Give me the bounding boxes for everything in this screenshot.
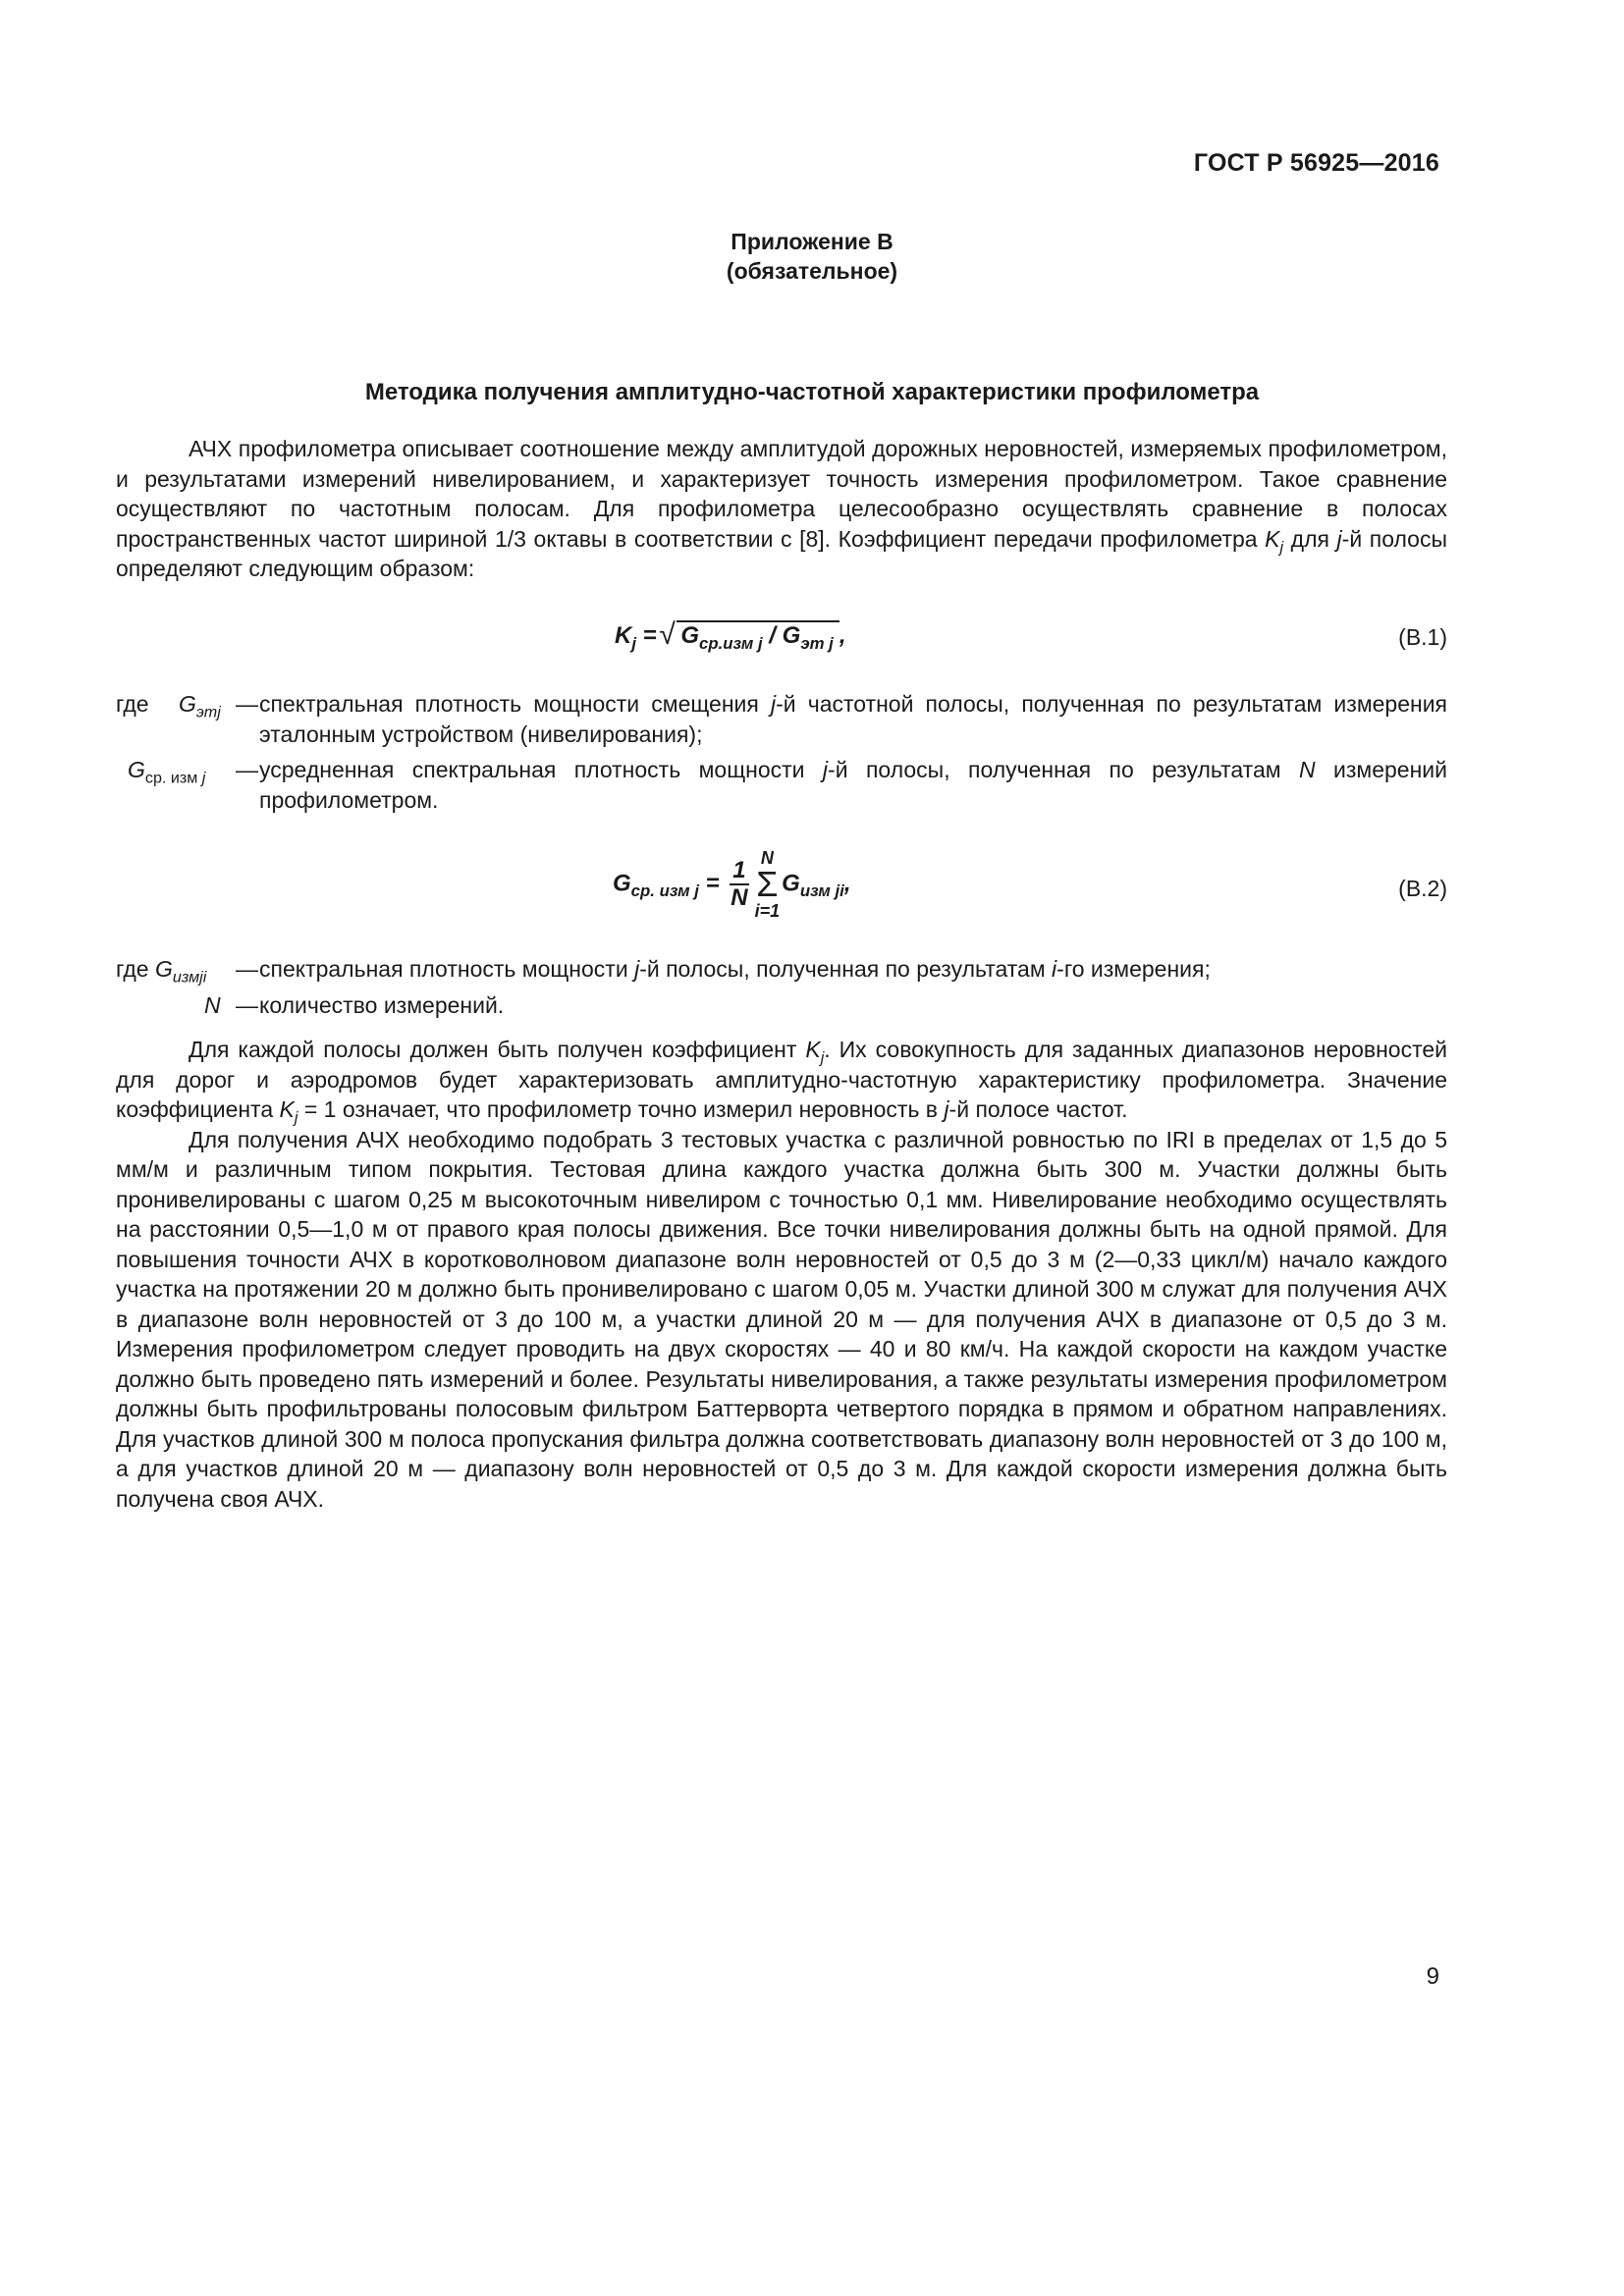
definition-desc-c: -го измерения; [1056,956,1211,982]
definition-symbol-sub: этj [195,703,221,721]
formula-b2-equals: = [698,870,727,897]
formula-b1-number: (В.1) [1398,624,1447,650]
definitions-block-1 [116,689,1447,821]
definitions-lead: где [116,691,149,717]
definition-symbol-sub: измji [172,968,207,987]
formula-b1-body [615,620,846,653]
standard-number: ГОСТ Р 56925—2016 [1193,149,1439,177]
intro-text-a: АЧХ профилометра описывает соотношение между амплитудой дорожных неровностей, измеряемых профилометром, и результатами измерений нивелированием, и характеризует точность измерения профилометром. Такое сравнение осуществляют по частотным полосам. Для профилометра целесообразно осуществлять сравнение в полосах пространственных частот шириной 1/3 октавы в соответствии с [8]. Коэффициент передачи профилометра [116,436,1447,552]
definitions-block-2 [116,954,1447,1026]
formula-b1-equals: = [636,622,664,649]
definition-symbol: N [204,991,221,1018]
definition-desc-b: -й полосы, полученная по результатам [639,956,1053,982]
definition-dash: — [236,757,258,782]
formula-b2-fraction [730,858,748,911]
formula-b1-slash: / [762,622,783,649]
formula-b1-g2-sub: эт j [800,633,834,653]
formula-b2-tail: , [843,870,851,897]
intro-text-b: для [1283,525,1337,552]
formula-b1-tail: , [839,622,846,649]
intro-symbol-k: K [1265,525,1280,552]
formula-b2-numerator: 1 [730,858,748,885]
body-paragraph-2: Для получения АЧХ необходимо подобрать 3 тестовых участка с различной ровностью по IRI в пределах от 1,5 до 5 мм/м и различным типом покрытия. Тестовая длина каждого участка должна быть 300 м. Участки должны быть пронивелированы с шагом 0,25 м высокоточным нивелиром с точностью 0,1 мм. Нивелирование необходимо осуществлять на расстоянии 0,5—1,0 м от правого края полосы движения. Все точки нивелирования должны быть на одной прямой. Для повышения точности АЧХ в коротковолновом диапазоне волн неровностей от 0,5 до 3 м (2—0,33 цикл/м) начало каждого участка на протяжении 20 м должно быть пронивелировано с шагом 0,05 м. Участки длиной 300 м служат для получения АЧХ в диапазоне волн неровностей от 3 до 100 м, а участки длиной 20 м — для получения АЧХ в диапазоне от 0,5 до 3 м. Измерения профилометром следует проводить на двух скоростях — 40 и 80 км/ч. На каждой скорости на каждом участке должно быть проведено пять измерений и более. Результаты нивелирования, а также результаты измерения профилометром должны быть профильтрованы полосовым фильтром Баттерворта четвертого порядка в прямом и обратном направлениях. Для участков длиной 300 м полоса пропускания фильтра должна соответствовать диапазону волн неровностей от 3 до 100 м, а для участков длиной 20 м — диапазону волн неровностей от 0,5 до 3 м. Для каждой скорости измерения должна быть получена своя АЧХ. [116,1126,1447,1512]
appendix-title: Приложение В [731,229,893,254]
formula-b2-sum-top: N [760,848,774,868]
formula-b1-radical [677,620,839,653]
definition-desc-n: N [1298,757,1316,782]
definition-row [116,755,1447,815]
definition-row [116,990,1447,1021]
definition-symbol-sub-j: j [201,769,206,787]
formula-b2-lhs-sub: ср. изм j [630,881,699,901]
definition-desc-a: спектральная плотность мощности [259,956,635,982]
formula-b2-term-sub: изм ji [799,881,844,901]
section-title: Методика получения амплитудно-частотной характеристики профилометра [364,379,1260,405]
definition-row [116,689,1447,749]
page-number: 9 [1426,1963,1439,1990]
definition-description [259,954,1447,985]
definitions-lead: где [116,956,149,982]
formula-b1-g1-sub: ср.изм j [699,633,763,653]
formula-b2-term: G [782,870,800,897]
definition-row [116,954,1447,985]
definition-desc-j: j [770,691,777,717]
formula-b2-body [613,848,851,921]
body-p1-c: = 1 означает, что профилометр точно измерил неровность в [298,1096,945,1122]
definition-desc-b: -й частотной полосы, полученная по результатам измерения эталонным устройством (нивелирования); [259,691,1448,747]
body-p1-k-sub: j [820,1048,825,1067]
formula-b2-lhs: G [613,870,631,897]
definition-desc-j: j [822,757,829,782]
body-text [116,1035,1447,1514]
intro-symbol-k-sub: j [1279,538,1284,557]
appendix-status: (обязательное) [726,258,898,284]
body-p1-k2-sub: j [294,1108,298,1127]
formula-b2-sum [755,848,781,921]
definition-description [259,689,1447,749]
intro-symbol-j: j [1336,525,1342,552]
definition-symbol-g: G [128,757,145,782]
definition-symbol-g: G [179,691,196,717]
formula-b2-sum-bottom: i=1 [754,901,781,921]
formula-b1-lhs-sub: j [631,633,637,653]
definition-desc-a: усредненная спектральная плотность мощности [259,757,823,782]
definition-desc-i: i [1052,956,1057,982]
formula-b2 [116,848,1447,927]
body-paragraph-1 [116,1035,1447,1125]
definition-description [259,755,1447,815]
body-p1-k2: K [279,1096,295,1122]
definition-dash: — [236,956,258,982]
definition-desc-j: j [634,956,640,982]
definition-desc-c: измерений профилометром. [259,757,1447,813]
definition-desc-b: -й полосы, полученная по результатам [828,757,1299,782]
definition-symbol-sub: ср. изм [144,769,198,787]
formula-b2-denominator: N [731,884,748,911]
body-p1-d: -й полосе частот. [948,1096,1128,1122]
definition-dash: — [236,691,258,717]
intro-text [116,434,1447,584]
body-p1-b: . Их совокупность для заданных диапазонов неровностей для дорог и аэродромов будет характеризовать амплитудно-частотную характеристику профилометра. Значение коэффициента [116,1037,1447,1122]
definition-symbol [179,689,221,720]
body-p1-j: j [944,1096,949,1122]
formula-b2-sigma: Σ [756,864,779,904]
definition-description: количество измерений. [259,991,505,1018]
definition-symbol [155,954,206,985]
intro-paragraph [116,434,1447,584]
appendix-heading [0,227,1624,286]
intro-text-c: -й полосы определяют следующим образом: [116,525,1448,581]
formula-b1-g2: G [782,622,801,649]
formula-b1-g1: G [680,622,700,649]
formula-b1 [116,616,1447,666]
definition-dash: — [236,991,258,1018]
definition-symbol-g: G [155,956,173,982]
body-p1-a: Для каждой полосы должен быть получен коэффициент [189,1037,806,1062]
formula-b2-number: (В.2) [1398,876,1447,901]
definition-symbol [128,755,205,785]
formula-b1-lhs: K [615,622,632,649]
definition-desc-a: спектральная плотность мощности смещения [259,691,771,717]
body-p1-k: K [805,1037,821,1062]
